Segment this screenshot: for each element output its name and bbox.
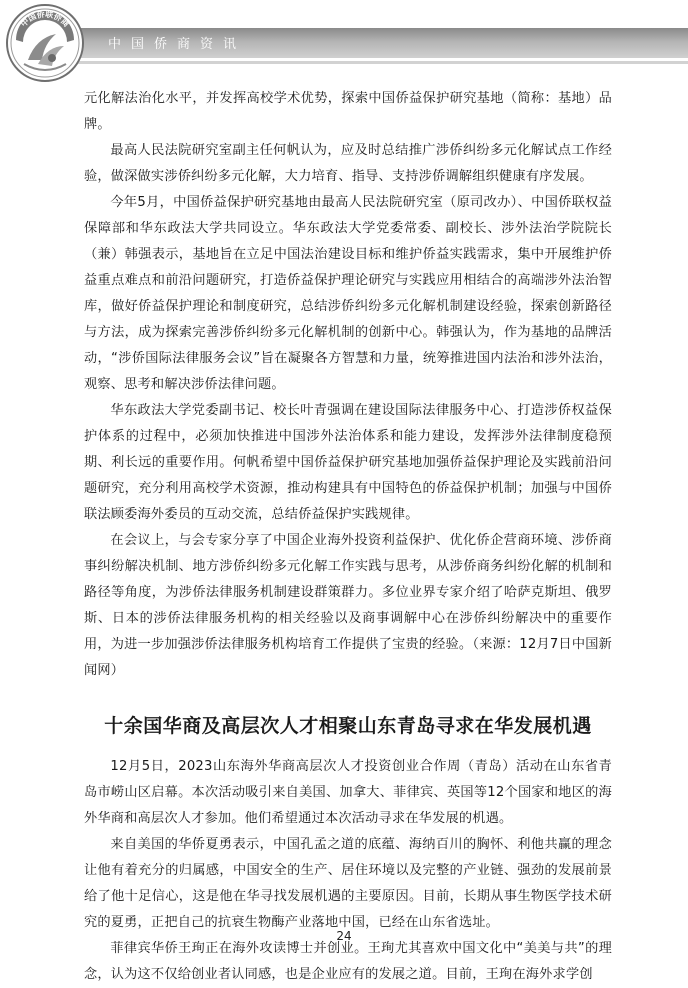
paragraph-4: 华东政法大学党委副书记、校长叶青强调在建设国际法律服务中心、打造涉侨权益保护体系的过程中，必须加快推进中国涉外法治体系和能力建设，发挥涉外法律制度稳预期、利长远的重要作用。何帆希望中国侨益保护研究基地加强侨益保护理论及实践前沿问题研究，充分利用高校学术资源，推动构建具有中国特色的侨益保护机制；加强与中国侨联法顾委海外委员的互动交流，总结侨益保护实践规律。	[84, 403, 612, 522]
section-paragraph-1: 12月5日，2023山东海外华商高层次人才投资创业合作周（青岛）活动在山东省青岛市崂山区启幕。本次活动吸引来自美国、加拿大、菲律宾、英国等12个国家和地区的海外华商和高层次人才参加。他们希望通过本次活动寻求在华发展的机遇。	[84, 759, 612, 826]
paragraph-3: 今年5月，中国侨益保护研究基地由最高人民法院研究室（原司改办）、中国侨联权益保障部和华东政法大学共同设立。华东政法大学党委常委、副校长、涉外法治学院院长（兼）韩强表示，基地旨在立足中国法治建设目标和维护侨益实践需求，集中开展维护侨益重点难点和前沿问题研究，打造侨益保护理论研究与实践应用相结合的高端涉外法治智库，做好侨益保护理论和制度研究，总结涉侨纠纷多元化解机制建设经验，探索创新路径与方法，成为探索完善涉侨纠纷多元化解机制的创新中心。韩强认为，作为基地的品牌活动，“涉侨国际法律服务会议”旨在凝聚各方智慧和力量，统筹推进国内法治和涉外法治，观察、思考和解决涉侨法律问题。	[84, 195, 612, 392]
paragraph-2: 最高人民法院研究室副主任何帆认为，应及时总结推广涉侨纠纷多元化解试点工作经验，做深做实涉侨纠纷多元化解，大力培育、指导、支持涉侨调解组织健康有序发展。	[84, 143, 612, 184]
page-header	[0, 0, 688, 70]
section-title: 十余国华商及高层次人才相聚山东青岛寻求在华发展机遇	[104, 715, 592, 737]
section-paragraph-3: 菲律宾华侨王珣正在海外攻读博士并创业。王珣尤其喜欢中国文化中“美美与共”的理念，认为这不仅给创业者认同感，也是企业应有的发展之道。目前，王珣在海外求学创	[84, 941, 612, 982]
svg-text:中国侨联侨商: 中国侨联侨商	[19, 9, 71, 29]
paragraph-5: 在会议上，与会专家分享了中国企业海外投资利益保护、优化侨企营商环境、涉侨商事纠纷解决机制、地方涉侨纠纷多元化解工作实践与思考，从涉侨商务纠纷化解的机制和路径等角度，为涉侨法律服务机制建设群策群力。多位业界专家介绍了哈萨克斯坦、俄罗斯、日本的涉侨法律服务机构的相关经验以及商事调解中心在涉侨纠纷解决中的重要作用，为进一步加强涉侨法律服务机构培育工作提供了宝贵的经验。（来源：12月7日中国新闻网）	[84, 533, 612, 678]
page-number: 24	[336, 929, 352, 943]
header-rule	[50, 61, 688, 64]
paragraph-1: 元化解法治化水平，并发挥高校学术优势，探索中国侨益保护研究基地（简称：基地）品牌。	[84, 91, 612, 132]
qiaolian-emblem-icon	[4, 2, 86, 84]
section-paragraph-2: 来自美国的华侨夏勇表示，中国孔孟之道的底蕴、海纳百川的胸怀、利他共赢的理念让他有着充分的归属感，中国安全的生产、居住环境以及完整的产业链、强劲的发展前景给了他十足信心，这是他在华寻找发展机遇的主要原因。目前，长期从事生物医学技术研究的夏勇，正把自己的抗衰生物酶产业落地中国，已经在山东省选址。	[84, 837, 612, 930]
header-title: 中国侨商资讯	[108, 37, 247, 52]
article-body	[84, 86, 612, 988]
